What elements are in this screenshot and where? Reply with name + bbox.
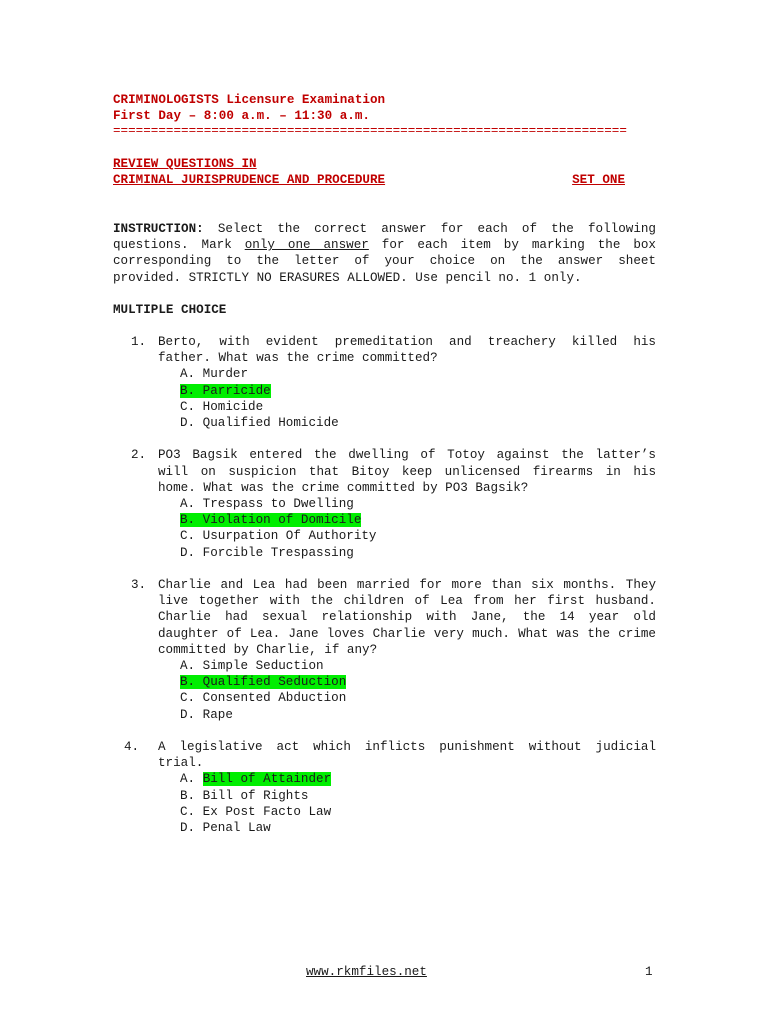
question-text: Charlie and Lea had been married for more than six months. They live together with the children of Lea from her first husband. Charlie had sexual relationship with Jane, the 14 year old daughter of Lea. Jane loves Charlie very much. What was the crime committed by Charlie, if any? [158, 578, 656, 657]
option-list [180, 771, 656, 836]
question-number: 2. [131, 448, 147, 463]
option-a-prefix: A. [180, 772, 203, 787]
option-list [180, 658, 656, 723]
option-a: A. Murder [180, 367, 249, 382]
review-line: REVIEW QUESTIONS IN [113, 157, 257, 171]
option-c: C. Consented Abduction [180, 691, 347, 706]
exam-title: CRIMINOLOGISTS Licensure Examination [113, 93, 386, 107]
exam-schedule: First Day – 8:00 a.m. – 11:30 a.m. [113, 109, 370, 124]
option-c: C. Ex Post Facto Law [180, 804, 332, 819]
question-3 [131, 577, 656, 723]
option-c: C. Usurpation Of Authority [180, 529, 377, 544]
option-d: D. Penal Law [180, 821, 271, 836]
question-text: Berto, with evident premeditation and treachery killed his father. What was the crime committed? [158, 335, 656, 366]
instruction-label: INSTRUCTION: [113, 222, 204, 236]
review-set: SET ONE [572, 173, 625, 188]
option-b-highlighted: B. Violation of Domicile [180, 513, 362, 528]
option-b-highlighted: B. Parricide [180, 383, 271, 398]
question-4 [124, 739, 656, 836]
option-b-highlighted: B. Qualified Seduction [180, 675, 347, 690]
option-a: A. Trespass to Dwelling [180, 497, 354, 512]
instruction-text-after: for each item by marking the box corresponding to the letter of your choice on the answer sheet provided. STRICTLY NO ERASURES ALLOWED. Use pencil no. 1 only. [113, 238, 656, 285]
page-number: 1 [645, 965, 653, 979]
instruction-text-before: Select the correct answer for each of the following questions. Mark [113, 222, 656, 253]
footer-link[interactable]: www.rkmfiles.net [306, 965, 427, 979]
question-number: 3. [131, 578, 147, 593]
question-text: PO3 Bagsik entered the dwelling of Totoy against the latter’s will on suspicion that Bitoy keep unlicensed firearms in his home. What was the crime committed by PO3 Bagsik? [158, 448, 656, 495]
instruction-emphasis: only one answer [244, 238, 369, 253]
option-a: A. Simple Seduction [180, 659, 324, 674]
instruction-paragraph [113, 221, 656, 286]
option-d: D. Rape [180, 707, 233, 722]
header-divider: ==================================================================== [113, 124, 627, 139]
question-1 [131, 334, 656, 431]
option-c: C. Homicide [180, 399, 264, 414]
option-d: D. Qualified Homicide [180, 416, 339, 431]
question-text: A legislative act which inflicts punishment without judicial trial. [158, 740, 656, 771]
review-subject-row [113, 172, 625, 188]
question-number: 4. [124, 740, 140, 755]
option-d: D. Forcible Trespassing [180, 545, 354, 560]
option-list [180, 366, 656, 431]
option-a [180, 771, 656, 787]
section-title: MULTIPLE CHOICE [113, 303, 227, 317]
option-b: B. Bill of Rights [180, 788, 309, 803]
exam-header [113, 92, 627, 140]
option-list [180, 496, 656, 561]
review-heading [113, 156, 625, 188]
review-subject: CRIMINAL JURISPRUDENCE AND PROCEDURE [113, 173, 386, 188]
question-list [124, 334, 656, 852]
option-a-highlighted: Bill of Attainder [202, 772, 332, 787]
question-2 [131, 447, 656, 560]
question-number: 1. [131, 335, 147, 349]
